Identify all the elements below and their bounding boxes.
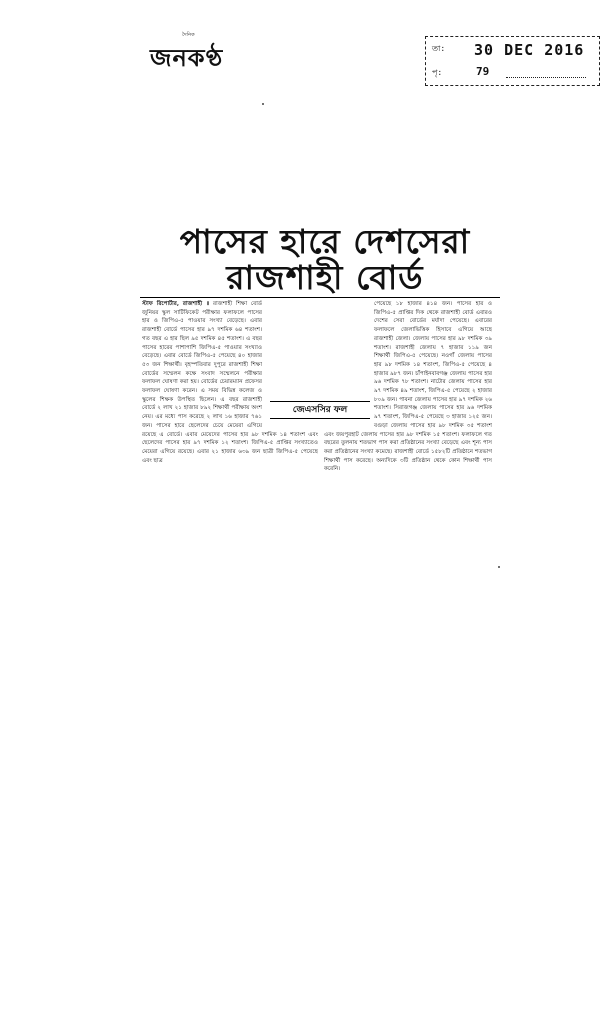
stamp-underline xyxy=(506,77,586,78)
stamp-page-prefix: পৃ: xyxy=(432,68,443,77)
body-text-left: রাজশাহী শিক্ষা বোর্ড জুনিয়র স্কুল সার্টিফিকেট পরীক্ষার ফলাফলে পাসের হার ও জিপিএ-৫ পাওয়ার সংখ্যা বেড়েছে। এবার রাজশাহী বোর্ডে পাসের হার ৯৭ দশমিক ৬৪ শতাংশ। গত বছর এ হার ছিল ৯৫ দশমিক ৪৫ শতাংশ। এ বছর পাসের হারের পাশাপাশি জিপিএ-৫ পাওয়ার সংখ্যাও বেড়েছে। এবার বোর্ডে জিপিএ-৫ পেয়েছে ৪০ হাজার ৫৩ জন শিক্ষার্থী। বৃহস্পতিবার দুপুরে রাজশাহী শিক্ষা বোর্ডের সম্মেলন কক্ষে সংবাদ সম্মেলনে পরীক্ষার ফলাফল ঘোষণা করা হয়। বোর্ডের চেয়ারম্যান প্রফেসর ফলাফল ঘোষণা করেন। এ সময় বিভিন্ন কলেজ ও স্কুলের শিক্ষক উপস্থিত ছিলেন। এ বছর রাজশাহী বোর্ডে ২ লাখ ২১ হাজার ৮৯২ শিক্ষার্থী পরীক্ষায় অংশ নেয়। এর মধ্যে পাস করেছে ২ লাখ ১৬ হাজার ৭৬১ জন। পাসের হারে ছেলেদের চেয়ে মেয়েরা এগিয়ে রয়েছে এ বোর্ডে। এবার মেয়েদের পাসের হার ৯৮ দশমিক ১৪ শতাংশ এবং ছেলেদের পাসের হার ৯৭ দশমিক ১২ শতাংশ। জিপিএ-৫ প্রাপ্তির সংখ্যাতেও মেয়েরা এগিয়ে রয়েছে। এবার ২১ হাজার ৬৩৯ জন ছাত্রী জিপিএ-৫ পেয়েছে এবং ছাত্র xyxy=(142,301,318,464)
headline-line-2: রাজশাহী বোর্ড xyxy=(226,258,424,297)
masthead-logo: জনকণ্ঠ xyxy=(150,43,224,72)
headline-rule xyxy=(140,297,500,298)
stamp-date-prefix: তা: xyxy=(432,44,446,53)
date-stamp xyxy=(425,36,600,86)
byline: স্টাফ রিপোর্টার, রাজশাহী ॥ xyxy=(142,301,210,307)
stamp-page-number: 79 xyxy=(476,65,490,78)
body-text-right: পেয়েছে ১৮ হাজার ৪১৪ জন। পাসের হার ও জিপিএ-৫ প্রাপ্তির দিক থেকে রাজশাহী বোর্ড এবারও দেশের সেরা বোর্ডের মর্যাদা পেয়েছে। এবারের ফলাফলে জেলাভিত্তিক হিসাবে এগিয়ে আছে রাজশাহী জেলা। জেলায় পাসের হার ৯৮ দশমিক ৩৯ শতাংশ। রাজশাহী জেলায় ৭ হাজার ১১৯ জন শিক্ষার্থী জিপিএ-৫ পেয়েছে। নওগাঁ জেলায় পাসের হার ৯৮ দশমিক ১৪ শতাংশ, জিপিএ-৫ পেয়েছে ৪ হাজার ৯৮৭ জন। চাঁপাইনবাবগঞ্জ জেলায় পাসের হার ৯৬ দশমিক ৭৮ শতাংশ। নাটোর জেলায় পাসের হার ৯৭ দশমিক ৪৯ শতাংশ, জিপিএ-৫ পেয়েছে ২ হাজার ৮০৯ জন। পাবনা জেলায় পাসের হার ৯৭ দশমিক ২৬ শতাংশ। সিরাজগঞ্জ জেলায় পাসের হার ৯৬ দশমিক ৯৭ শতাংশ, জিপিএ-৫ পেয়েছে ৩ হাজার ১২৫ জন। বগুড়া জেলায় পাসের হার ৯৮ দশমিক ৩৫ শতাংশ এবং জয়পুরহাট জেলায় পাসের হার ৯৮ দশমিক ১৫ শতাংশ। ফলাফলে গত বছরের তুলনায় শতভাগ পাস করা প্রতিষ্ঠানের সংখ্যা বেড়েছে এবং শূন্য পাস করা প্রতিষ্ঠানের সংখ্যা কমেছে। রাজশাহী বোর্ডে ১৫৮২টি প্রতিষ্ঠানে শতভাগ শিক্ষার্থী পাস করেছে। অন্যদিকে ৩টি প্রতিষ্ঠান থেকে কোন শিক্ষার্থী পাস করেনি। xyxy=(324,301,492,473)
scan-speck xyxy=(262,103,264,105)
headline-line-1: পাসের হারে দেশসেরা xyxy=(179,222,471,261)
stamp-date: 30 DEC 2016 xyxy=(474,41,585,59)
masthead-tag: দৈনিক xyxy=(182,32,195,38)
scan-speck xyxy=(498,566,500,568)
inset-heading: জেএসসির ফল xyxy=(270,401,370,419)
